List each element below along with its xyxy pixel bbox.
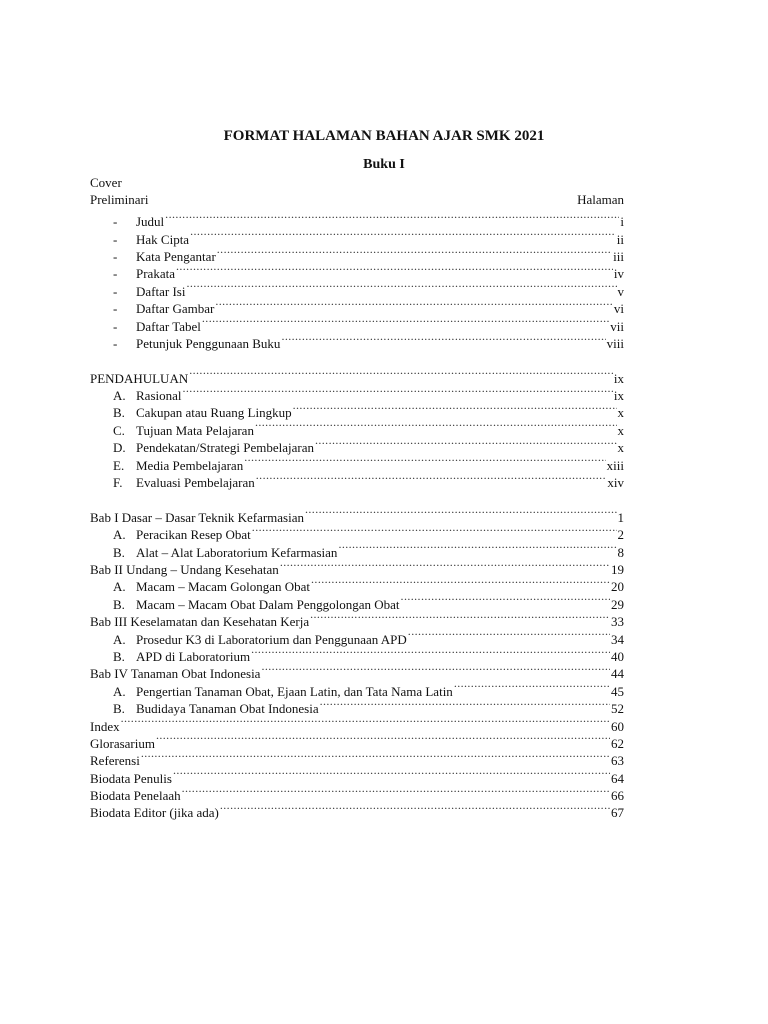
preliminary-header-row bbox=[90, 191, 624, 208]
toc-entry-label: Biodata Editor (jika ada) bbox=[90, 805, 219, 821]
toc-entry-label: Bab I Dasar – Dasar Teknik Kefarmasian bbox=[90, 509, 304, 525]
dot-leader bbox=[401, 591, 610, 608]
page-column-header: Halaman bbox=[577, 192, 624, 208]
toc-entry-label: Prosedur K3 di Laboratorium dan Penggunaan APD bbox=[136, 631, 407, 647]
toc-entry-page: 33 bbox=[611, 614, 624, 630]
toc-entry-label: Hak Cipta bbox=[136, 231, 190, 247]
toc-entry-marker: A. bbox=[113, 631, 126, 647]
preliminary-list bbox=[90, 209, 624, 351]
toc-entry bbox=[90, 765, 624, 786]
dot-leader bbox=[182, 783, 610, 800]
toc-entry-label: Pengertian Tanaman Obat, Ejaan Latin, dan Tata Nama Latin bbox=[136, 683, 453, 699]
toc-entry bbox=[90, 731, 624, 751]
toc-entry-label: Media Pembelajaran bbox=[136, 457, 244, 473]
document-subtitle: Buku I bbox=[363, 157, 405, 172]
toc-entry-label: Index bbox=[90, 718, 120, 734]
toc-entry-page: i bbox=[620, 214, 624, 230]
toc-entry-page: viii bbox=[606, 335, 624, 351]
dot-leader bbox=[121, 713, 610, 730]
dot-leader bbox=[215, 296, 613, 313]
dot-leader bbox=[408, 626, 610, 643]
toc-entry-marker: - bbox=[113, 283, 118, 299]
dot-leader bbox=[165, 209, 619, 226]
toc-entry-marker: - bbox=[113, 214, 118, 230]
toc-entry-page: 62 bbox=[611, 735, 624, 751]
preliminary-label: Preliminari bbox=[90, 192, 149, 208]
toc-entry-label: APD di Laboratorium bbox=[136, 648, 251, 664]
toc-entry-page: 34 bbox=[611, 631, 624, 647]
toc-entry-marker: - bbox=[113, 301, 118, 317]
dot-leader bbox=[281, 331, 605, 348]
dot-leader bbox=[310, 609, 610, 626]
toc-entry-page: 52 bbox=[611, 701, 624, 717]
toc-entry-marker: - bbox=[113, 335, 118, 351]
toc-entry-label: Bab III Keselamatan dan Kesehatan Kerja bbox=[90, 614, 310, 630]
toc-entry-page: vi bbox=[613, 301, 624, 317]
toc-entry-marker: - bbox=[113, 231, 118, 247]
toc-entry-page: 60 bbox=[611, 718, 624, 734]
toc-entry-marker: A. bbox=[113, 683, 126, 699]
table-of-contents bbox=[90, 174, 624, 821]
toc-entry-marker: - bbox=[113, 266, 118, 282]
toc-entry-label: Prakata bbox=[136, 266, 175, 282]
toc-entry-page: ix bbox=[613, 370, 624, 386]
toc-entry-page: x bbox=[617, 440, 624, 456]
toc-entry-page: x bbox=[617, 405, 624, 421]
dot-leader bbox=[311, 574, 610, 591]
dot-leader bbox=[176, 261, 613, 278]
dot-leader bbox=[293, 400, 617, 417]
toc-entry-marker: E. bbox=[113, 457, 125, 473]
toc-entry-page: v bbox=[617, 283, 624, 299]
toc-entry-label: Pendekatan/Strategi Pembelajaran bbox=[136, 440, 314, 456]
toc-entry bbox=[90, 209, 624, 230]
dot-leader bbox=[186, 278, 616, 295]
toc-entry-page: 67 bbox=[611, 805, 624, 821]
toc-entry-marker: - bbox=[113, 318, 118, 334]
dot-leader bbox=[141, 748, 610, 765]
toc-entry bbox=[90, 504, 624, 525]
toc-entry-label: Tujuan Mata Pelajaran bbox=[136, 422, 254, 438]
toc-entry-marker: B. bbox=[113, 648, 125, 664]
toc-entry-marker: F. bbox=[113, 475, 123, 491]
dot-leader bbox=[261, 661, 610, 678]
toc-entry-label: Biodata Penelaah bbox=[90, 788, 181, 804]
toc-entry-page: x bbox=[617, 422, 624, 438]
toc-entry-marker: - bbox=[113, 248, 118, 264]
dot-leader bbox=[156, 731, 610, 748]
toc-entry-marker: B. bbox=[113, 544, 125, 560]
toc-entry-label: Petunjuk Penggunaan Buku bbox=[136, 335, 281, 351]
toc-entry-label: Evaluasi Pembelajaran bbox=[136, 475, 255, 491]
toc-entry-pendahuluan bbox=[90, 365, 624, 386]
toc-entry-page: 19 bbox=[611, 561, 624, 577]
toc-entry-page: 40 bbox=[611, 648, 624, 664]
toc-entry-label: Glorasarium bbox=[90, 735, 155, 751]
toc-entry-marker: A. bbox=[113, 388, 126, 404]
toc-entry bbox=[90, 748, 624, 769]
toc-entry-marker: A. bbox=[113, 579, 126, 595]
toc-entry-label: Budidaya Tanaman Obat Indonesia bbox=[136, 701, 319, 717]
dot-leader bbox=[252, 522, 617, 539]
cover-row bbox=[90, 174, 624, 191]
dot-leader bbox=[320, 696, 610, 713]
chapters-list bbox=[90, 504, 624, 717]
dot-leader bbox=[173, 765, 610, 782]
toc-entry-label: PENDAHULUAN bbox=[90, 370, 189, 386]
toc-entry-page: 29 bbox=[611, 596, 624, 612]
toc-entry-label: Macam – Macam Obat Dalam Penggolongan Obat bbox=[136, 596, 400, 612]
toc-entry-label: Judul bbox=[136, 214, 165, 230]
toc-entry-marker: D. bbox=[113, 440, 126, 456]
toc-entry-page: 66 bbox=[611, 788, 624, 804]
toc-entry-label: Daftar Gambar bbox=[136, 301, 215, 317]
toc-entry-label: Rasional bbox=[136, 388, 182, 404]
cover-label: Cover bbox=[90, 175, 122, 190]
document-title: FORMAT HALAMAN BAHAN AJAR SMK 2021 bbox=[223, 128, 545, 144]
toc-entry-label: Daftar Tabel bbox=[136, 318, 201, 334]
toc-entry-page: ii bbox=[616, 231, 624, 247]
back-matter-list bbox=[90, 713, 624, 821]
dot-leader bbox=[256, 470, 607, 487]
toc-entry-marker: A. bbox=[113, 527, 126, 543]
toc-entry-page: ix bbox=[613, 388, 624, 404]
toc-entry-marker: B. bbox=[113, 701, 125, 717]
toc-entry-marker: B. bbox=[113, 405, 125, 421]
toc-entry-page: iii bbox=[613, 248, 624, 264]
pendahuluan-list bbox=[90, 383, 624, 491]
toc-entry-page: 45 bbox=[611, 683, 624, 699]
toc-entry-page: 63 bbox=[611, 753, 624, 769]
toc-entry-page: vii bbox=[610, 318, 624, 334]
dot-leader bbox=[189, 365, 613, 382]
toc-entry-label: Peracikan Resep Obat bbox=[136, 527, 251, 543]
toc-entry-page: iv bbox=[613, 266, 624, 282]
dot-leader bbox=[251, 644, 610, 661]
toc-entry-label: Daftar Isi bbox=[136, 283, 186, 299]
toc-entry bbox=[90, 713, 624, 734]
toc-entry-label: Biodata Penulis bbox=[90, 770, 172, 786]
toc-entry-marker: B. bbox=[113, 596, 125, 612]
toc-entry-page: 20 bbox=[611, 579, 624, 595]
dot-leader bbox=[255, 417, 617, 434]
dot-leader bbox=[217, 244, 612, 261]
toc-entry-label: Referensi bbox=[90, 753, 140, 769]
dot-leader bbox=[202, 313, 609, 330]
toc-entry-page: 2 bbox=[617, 527, 624, 543]
toc-entry bbox=[90, 226, 624, 247]
toc-entry-label: Bab II Undang – Undang Kesehatan bbox=[90, 561, 279, 577]
toc-entry-page: xiv bbox=[607, 475, 624, 491]
toc-entry-label: Kata Pengantar bbox=[136, 248, 216, 264]
toc-entry-label: Macam – Macam Golongan Obat bbox=[136, 579, 311, 595]
toc-entry-page: 44 bbox=[611, 666, 624, 682]
dot-leader bbox=[190, 226, 616, 243]
dot-leader bbox=[338, 539, 616, 556]
dot-leader bbox=[305, 504, 617, 521]
toc-entry-page: 1 bbox=[617, 509, 624, 525]
dot-leader bbox=[220, 800, 610, 817]
toc-entry-label: Bab IV Tanaman Obat Indonesia bbox=[90, 666, 261, 682]
dot-leader bbox=[244, 452, 605, 469]
dot-leader bbox=[183, 383, 613, 400]
toc-entry-label: Cakupan atau Ruang Lingkup bbox=[136, 405, 292, 421]
dot-leader bbox=[315, 435, 617, 452]
toc-entry-page: 64 bbox=[611, 770, 624, 786]
dot-leader bbox=[280, 557, 610, 574]
dot-leader bbox=[454, 678, 610, 695]
toc-entry-page: 8 bbox=[617, 544, 624, 560]
toc-entry-label: Alat – Alat Laboratorium Kefarmasian bbox=[136, 544, 338, 560]
toc-entry-page: xiii bbox=[606, 457, 624, 473]
toc-entry-marker: C. bbox=[113, 422, 125, 438]
